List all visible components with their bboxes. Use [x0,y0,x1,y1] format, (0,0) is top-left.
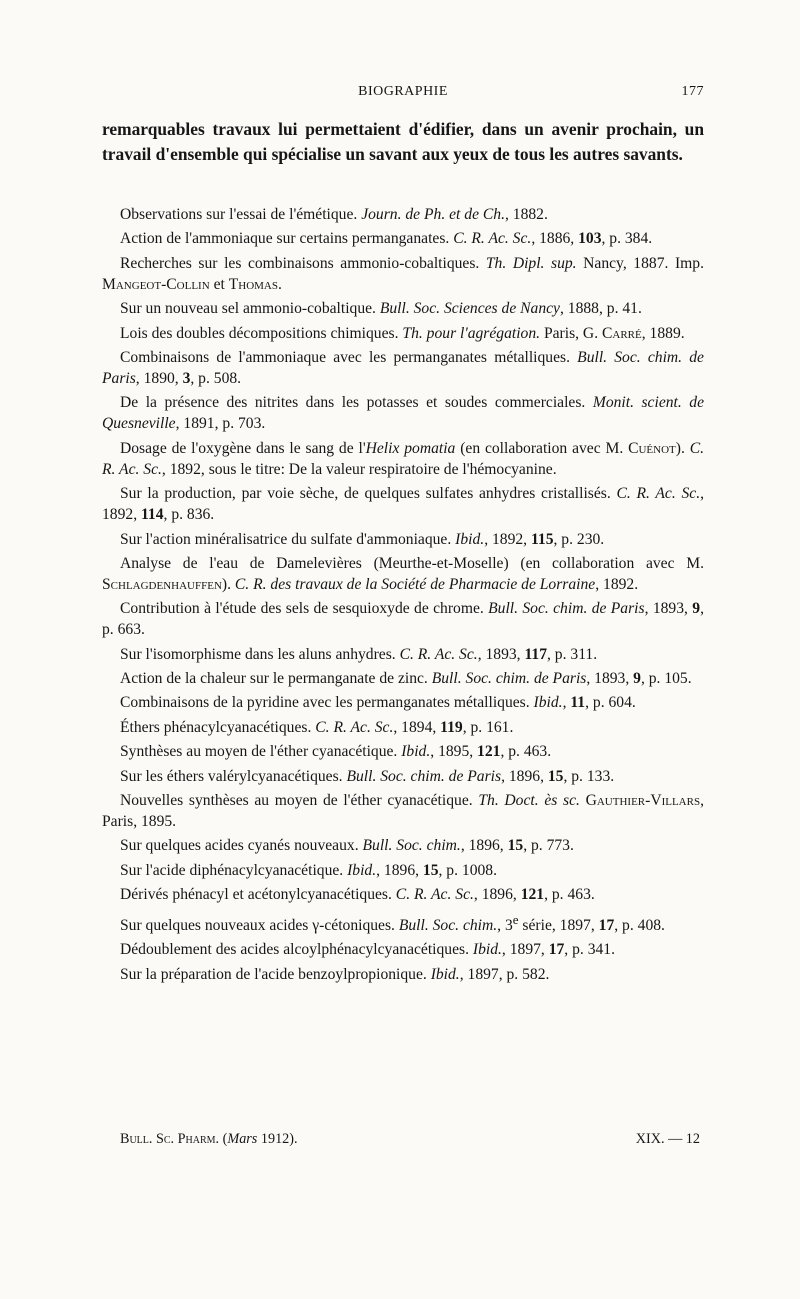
page-footer [120,1131,700,1151]
bibliography-entry: Sur quelques nouveaux acides γ-cétoniques. Bull. Soc. chim., 3e série, 1897, 17, p. 408. [120,911,665,934]
bibliography-entry: Sur l'acide diphénacylcyanacétique. Ibid., 1896, 15, p. 1008. [120,861,497,879]
bibliography-entry: Action de la chaleur sur le permanganate de zinc. Bull. Soc. chim. de Paris, 1893, 9, p. 105. [120,670,692,688]
bibliography-entry: Recherches sur les combinaisons ammonio-cobaltiques. Th. Dipl. sup. Nancy, 1887. Imp. Mangeot-Collin et Thomas. [102,254,704,293]
bibliography-entry: Sur la préparation de l'acide benzoylpropionique. Ibid., 1897, p. 582. [120,965,550,983]
bibliography-entry: Dérivés phénacyl et acétonylcyanacétiques. C. R. Ac. Sc., 1896, 121, p. 463. [120,886,595,904]
bibliography-entry: Lois des doubles décompositions chimiques. Th. pour l'agrégation. Paris, G. Carré, 1889. [120,324,685,342]
footer-journal: Bull. Sc. Pharm. (Mars 1912). [120,1131,298,1147]
footer-volume: XIX. — 12 [635,1131,700,1147]
bibliography-list [102,204,704,985]
bibliography-entry: Analyse de l'eau de Damelevières (Meurthe-et-Moselle) (en collaboration avec M. Schlagdenhauffen). C. R. des travaux de la Société de Pharmacie de Lorraine, 1892. [102,554,704,593]
bibliography-entry: Sur la production, par voie sèche, de quelques sulfates anhydres cristallisés. C. R. Ac. Sc., 1892, 114, p. 836. [102,485,704,524]
bibliography-entry: Dédoublement des acides alcoylphénacylcyanacétiques. Ibid., 1897, 17, p. 341. [120,941,615,959]
bibliography-entry: Dosage de l'oxygène dans le sang de l'Helix pomatia (en collaboration avec M. Cuénot). C. R. Ac. Sc., 1892, sous le titre: De la valeur respiratoire de l'hémocyanine. [102,439,704,478]
intro-paragraph: remarquables travaux lui permettaient d'édifier, dans un avenir prochain, un travail d'ensemble qui spécialise un savant aux yeux de tous les autres savants. [102,119,704,164]
bibliography-entry: Sur l'isomorphisme dans les aluns anhydres. C. R. Ac. Sc., 1893, 117, p. 311. [120,645,598,663]
bibliography-entry: Combinaisons de l'ammoniaque avec les permanganates métalliques. Bull. Soc. chim. de Paris, 1890, 3, p. 508. [102,348,704,387]
bibliography-entry: Sur quelques acides cyanés nouveaux. Bull. Soc. chim., 1896, 15, p. 773. [120,837,574,855]
bibliography-entry: Sur l'action minéralisatrice du sulfate d'ammoniaque. Ibid., 1892, 115, p. 230. [120,530,605,548]
bibliography-entry: Combinaisons de la pyridine avec les permanganates métalliques. Ibid., 11, p. 604. [120,694,636,712]
page-number: 177 [681,84,704,99]
bibliography-entry: Éthers phénacylcyanacétiques. C. R. Ac. Sc., 1894, 119, p. 161. [120,718,514,736]
bibliography-entry: Sur les éthers valérylcyanacétiques. Bull. Soc. chim. de Paris, 1896, 15, p. 133. [120,767,615,785]
bibliography-entry: Synthèses au moyen de l'éther cyanacétique. Ibid., 1895, 121, p. 463. [120,743,552,761]
running-header [102,84,704,106]
bibliography-entry: Contribution à l'étude des sels de sesquioxyde de chrome. Bull. Soc. chim. de Paris, 1893, 9, p. 663. [102,600,704,639]
bibliography-entry: De la présence des nitrites dans les potasses et soudes commerciales. Monit. scient. de Quesneville, 1891, p. 703. [102,394,704,433]
running-title: BIOGRAPHIE [358,84,448,99]
bibliography-entry: Action de l'ammoniaque sur certains permanganates. C. R. Ac. Sc., 1886, 103, p. 384. [120,230,653,248]
bibliography-entry: Sur un nouveau sel ammonio-cobaltique. Bull. Soc. Sciences de Nancy, 1888, p. 41. [120,300,642,318]
bibliography-entry: Nouvelles synthèses au moyen de l'éther cyanacétique. Th. Doct. ès sc. Gauthier-Villars, Paris, 1895. [102,792,704,831]
bibliography-entry: Observations sur l'essai de l'émétique. Journ. de Ph. et de Ch., 1882. [120,206,548,223]
